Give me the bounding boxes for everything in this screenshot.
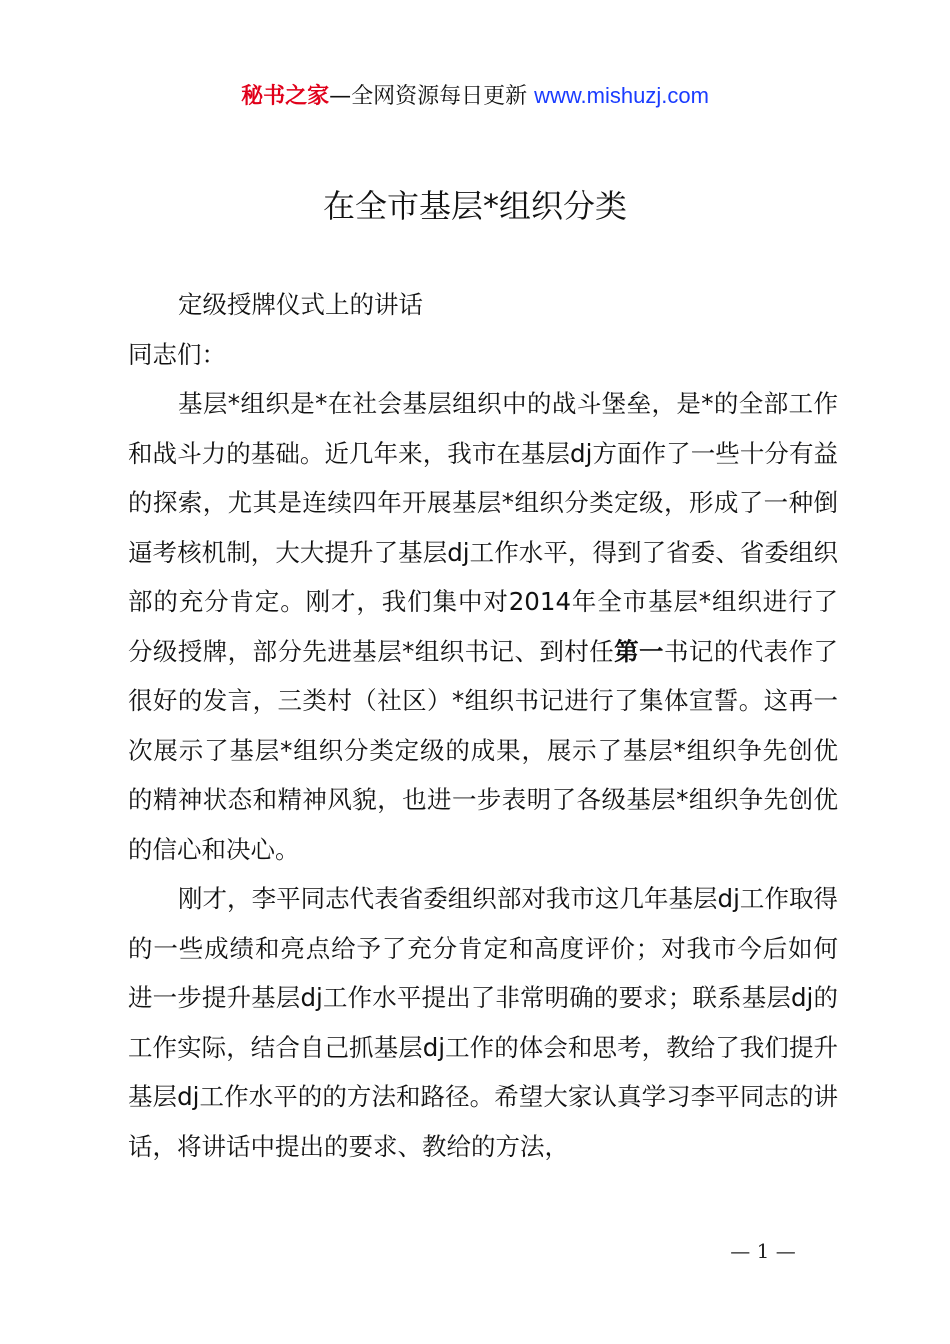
- greeting: 同志们：: [128, 339, 226, 369]
- paragraph-1-text-start: 基层*组织是*在社会基层组织中的战斗堡垒，是*的全部工作和战斗力的基础。近几年来，我市在基层dj方面作了一些十分有益的探索，尤其是连续四年开展基层*组织分类定级，形成了一种倒逼考核机制，大大提升了基层dj工作水平，得到了省委、省委组织部的充分肯定。刚才，我们集中对2014年全市基层*组织进行了分级授牌，部分先进基层*组织书记、到村任: [128, 389, 838, 666]
- document-title: 在全市基层*组织分类: [322, 187, 627, 225]
- site-header: [0, 80, 950, 113]
- paragraph-1: [128, 379, 838, 874]
- paragraph-1-bold-text: 第一: [614, 636, 664, 666]
- site-brand: 秘书之家: [241, 84, 330, 109]
- document-subtitle: 定级授牌仪式上的讲话: [178, 290, 423, 319]
- page-number: — 1 —: [730, 1239, 796, 1263]
- paragraph-2: 刚才，李平同志代表省委组织部对我市这几年基层dj工作取得的一些成绩和亮点给予了充分肯定和高度评价；对我市今后如何进一步提升基层dj工作水平提出了非常明确的要求；联系基层dj的工作实际，结合自己抓基层dj工作的体会和思考，教给了我们提升基层dj工作水平的的方法和路径。希望大家认真学习李平同志的讲话，将讲话中提出的要求、教给的方法，: [128, 884, 838, 1161]
- site-slogan: —全网资源每日更新: [329, 84, 535, 109]
- site-url-link[interactable]: www.mishuzj.com: [534, 83, 709, 108]
- paragraph-1-text-end: 书记的代表作了很好的发言，三类村（社区）*组织书记进行了集体宣誓。这再一次展示了基层*组织分类定级的成果，展示了基层*组织争先创优的精神状态和精神风貌，也进一步表明了各级基层*组织争先创优的信心和决心。: [128, 636, 839, 864]
- document-body: [128, 280, 838, 1171]
